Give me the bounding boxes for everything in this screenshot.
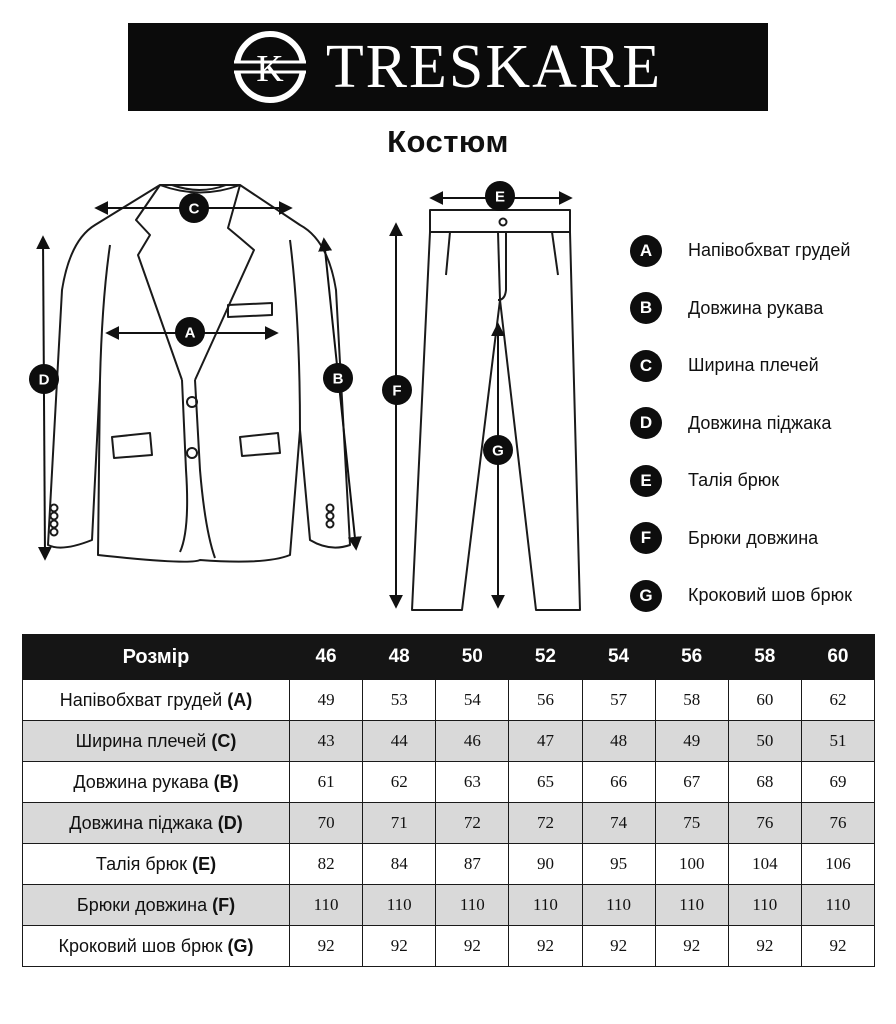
marker-e [485, 181, 515, 211]
table-cell: 49 [290, 680, 363, 721]
table-cell: 75 [655, 803, 728, 844]
marker-f [382, 375, 412, 405]
table-cell: 74 [582, 803, 655, 844]
table-cell: 69 [801, 762, 874, 803]
legend-label: Кроковий шов брюк [688, 585, 852, 606]
legend-badge: F [630, 522, 662, 554]
marker-e-label: E [494, 188, 506, 206]
size-table [22, 634, 875, 967]
table-cell: 68 [728, 762, 801, 803]
row-label-text: Довжина рукава [73, 771, 209, 792]
legend-item [630, 280, 892, 338]
legend-item [630, 452, 892, 510]
marker-d [29, 364, 59, 394]
page-title: Костюм [387, 124, 509, 159]
table-cell: 56 [509, 680, 582, 721]
table-cell: 92 [801, 926, 874, 967]
row-label-code: (A) [227, 689, 253, 710]
table-row [23, 926, 875, 967]
legend-badge: E [630, 465, 662, 497]
table-cell: 62 [801, 680, 874, 721]
logo-letter: K [256, 48, 284, 90]
legend-label: Напівобхват грудей [688, 240, 851, 261]
table-row [23, 680, 875, 721]
row-label [23, 803, 290, 844]
table-cell: 60 [728, 680, 801, 721]
size-header: 50 [436, 635, 509, 680]
legend-label: Довжина рукава [688, 297, 824, 318]
table-cell: 92 [436, 926, 509, 967]
legend-label: Талія брюк [688, 470, 780, 491]
jacket-drawing [48, 185, 350, 562]
marker-b [323, 363, 353, 393]
table-cell: 110 [436, 885, 509, 926]
table-cell: 87 [436, 844, 509, 885]
table-cell: 72 [509, 803, 582, 844]
table-cell: 84 [363, 844, 436, 885]
row-label-text: Кроковий шов брюк [58, 935, 223, 956]
legend-item [630, 222, 892, 280]
table-cell: 95 [582, 844, 655, 885]
legend-label: Брюки довжина [688, 527, 819, 548]
legend-item [630, 337, 892, 395]
size-header: 46 [290, 635, 363, 680]
table-cell: 49 [655, 721, 728, 762]
legend-badge: B [630, 292, 662, 324]
table-cell: 92 [728, 926, 801, 967]
size-header: 60 [801, 635, 874, 680]
measurement-arrows [43, 198, 570, 606]
table-cell: 58 [655, 680, 728, 721]
legend-badge: D [630, 407, 662, 439]
table-cell: 47 [509, 721, 582, 762]
table-row [23, 803, 875, 844]
row-label-text: Напівобхват грудей [59, 689, 223, 710]
marker-g-label: G [492, 442, 504, 460]
legend-badge: G [630, 580, 662, 612]
table-cell: 104 [728, 844, 801, 885]
row-label-text: Ширина плечей [75, 730, 207, 751]
marker-d-label: D [38, 371, 50, 389]
row-label-code: (C) [211, 730, 237, 751]
legend-item [630, 395, 892, 453]
row-label-text: Талія брюк [95, 853, 188, 874]
table-cell: 92 [290, 926, 363, 967]
marker-g [483, 435, 513, 465]
row-label [23, 885, 290, 926]
row-label-text: Брюки довжина [76, 894, 208, 915]
row-label-code: (D) [217, 812, 243, 833]
row-label [23, 762, 290, 803]
legend-badge: A [630, 235, 662, 267]
marker-a-label: A [184, 324, 196, 342]
marker-c-label: C [188, 200, 200, 218]
legend-badge: C [630, 350, 662, 382]
table-cell: 110 [363, 885, 436, 926]
row-label-code: (E) [192, 853, 217, 874]
table-cell: 110 [801, 885, 874, 926]
table-cell: 43 [290, 721, 363, 762]
row-label [23, 926, 290, 967]
legend-label: Довжина піджака [688, 412, 832, 433]
size-header-label: Розмір [23, 635, 290, 680]
table-cell: 53 [363, 680, 436, 721]
table-cell: 63 [436, 762, 509, 803]
legend-item [630, 510, 892, 568]
size-header: 48 [363, 635, 436, 680]
table-cell: 46 [436, 721, 509, 762]
brand-name: TRESKARE [325, 33, 663, 101]
row-label-code: (B) [213, 771, 239, 792]
marker-f-label: F [392, 382, 402, 400]
table-cell: 82 [290, 844, 363, 885]
table-cell: 92 [363, 926, 436, 967]
size-header: 58 [728, 635, 801, 680]
table-cell: 44 [363, 721, 436, 762]
table-cell: 92 [509, 926, 582, 967]
table-cell: 110 [728, 885, 801, 926]
table-cell: 92 [655, 926, 728, 967]
table-cell: 48 [582, 721, 655, 762]
table-cell: 110 [509, 885, 582, 926]
table-row [23, 885, 875, 926]
row-label-text: Довжина піджака [69, 812, 213, 833]
size-header: 52 [509, 635, 582, 680]
legend-label: Ширина плечей [688, 355, 819, 376]
table-cell: 110 [655, 885, 728, 926]
table-cell: 66 [582, 762, 655, 803]
table-cell: 67 [655, 762, 728, 803]
table-cell: 110 [582, 885, 655, 926]
row-label-code: (G) [227, 935, 254, 956]
marker-b-label: B [332, 370, 344, 388]
trousers-drawing [412, 210, 580, 610]
table-cell: 70 [290, 803, 363, 844]
table-cell: 50 [728, 721, 801, 762]
table-cell: 62 [363, 762, 436, 803]
table-cell: 71 [363, 803, 436, 844]
table-header-row [23, 635, 875, 680]
table-cell: 106 [801, 844, 874, 885]
table-cell: 54 [436, 680, 509, 721]
row-label [23, 844, 290, 885]
table-cell: 76 [801, 803, 874, 844]
table-cell: 110 [290, 885, 363, 926]
size-header: 56 [655, 635, 728, 680]
table-row [23, 721, 875, 762]
table-cell: 65 [509, 762, 582, 803]
marker-c [179, 193, 209, 223]
table-row [23, 844, 875, 885]
table-cell: 100 [655, 844, 728, 885]
row-label [23, 721, 290, 762]
legend-item [630, 567, 892, 625]
measurement-legend [630, 222, 892, 625]
table-cell: 51 [801, 721, 874, 762]
table-cell: 72 [436, 803, 509, 844]
marker-a [175, 317, 205, 347]
table-cell: 90 [509, 844, 582, 885]
row-label-code: (F) [212, 894, 236, 915]
table-cell: 92 [582, 926, 655, 967]
table-cell: 76 [728, 803, 801, 844]
table-cell: 61 [290, 762, 363, 803]
table-cell: 57 [582, 680, 655, 721]
size-header: 54 [582, 635, 655, 680]
table-row [23, 762, 875, 803]
row-label [23, 680, 290, 721]
